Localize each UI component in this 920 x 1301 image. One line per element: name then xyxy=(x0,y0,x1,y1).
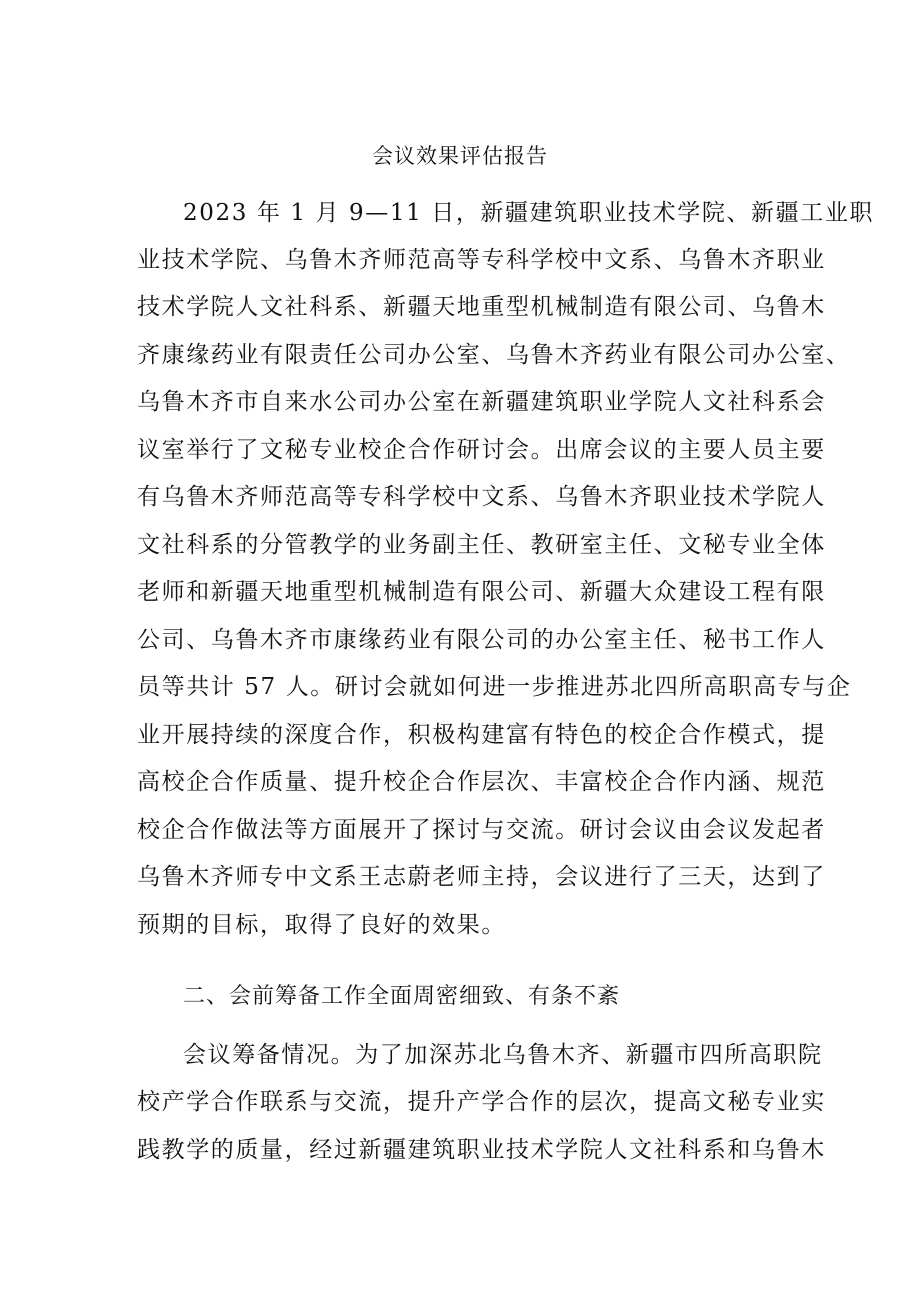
paragraph-line: 有乌鲁木齐师范高等专科学校中文系、乌鲁木齐职业技术学院人 xyxy=(137,484,826,510)
paragraph-line: 预期的目标，取得了良好的效果。 xyxy=(137,912,506,938)
paragraph-line: 业开展持续的深度合作，积极构建富有特色的校企合作模式，提 xyxy=(137,722,826,748)
paragraph-line: 践教学的质量，经过新疆建筑职业技术学院人文社科系和乌鲁木 xyxy=(137,1137,826,1163)
paragraph-line: 校企合作做法等方面展开了探讨与交流。研讨会议由会议发起者 xyxy=(137,817,826,843)
paragraph-line: 校产学合作联系与交流，提升产学合作的层次，提高文秘专业实 xyxy=(137,1089,826,1115)
paragraph-line: 老师和新疆天地重型机械制造有限公司、新疆大众建设工程有限 xyxy=(137,579,826,605)
paragraph-line: 高校企合作质量、提升校企合作层次、丰富校企合作内涵、规范 xyxy=(137,769,826,795)
paragraph-line: 乌鲁木齐市自来水公司办公室在新疆建筑职业学院人文社科系会 xyxy=(137,389,826,415)
paragraph-line: 乌鲁木齐师专中文系王志蔚老师主持，会议进行了三天，达到了 xyxy=(137,864,826,890)
paragraph-line: 齐康缘药业有限责任公司办公室、乌鲁木齐药业有限公司办公室、 xyxy=(137,342,851,368)
paragraph-line: 2023 年 1 月 9—11 日，新疆建筑职业技术学院、新疆工业职 xyxy=(183,200,875,226)
paragraph-line: 文社科系的分管教学的业务副主任、教研室主任、文秘专业全体 xyxy=(137,532,826,558)
section-heading: 二、会前筹备工作全面周密细致、有条不紊 xyxy=(183,984,621,1009)
paragraph-line: 议室举行了文秘专业校企合作研讨会。出席会议的主要人员主要 xyxy=(137,437,826,463)
paragraph-line: 业技术学院、乌鲁木齐师范高等专科学校中文系、乌鲁木齐职业 xyxy=(137,247,826,273)
paragraph-line: 会议筹备情况。为了加深苏北乌鲁木齐、新疆市四所高职院 xyxy=(183,1042,823,1068)
paragraph-line: 公司、乌鲁木齐市康缘药业有限公司的办公室主任、秘书工作人 xyxy=(137,627,826,653)
paragraph-line: 技术学院人文社科系、新疆天地重型机械制造有限公司、乌鲁木 xyxy=(137,294,826,320)
paragraph-line: 员等共计 57 人。研讨会就如何进一步推进苏北四所高职高专与企 xyxy=(137,674,852,700)
document-title: 会议效果评估报告 xyxy=(372,144,548,168)
